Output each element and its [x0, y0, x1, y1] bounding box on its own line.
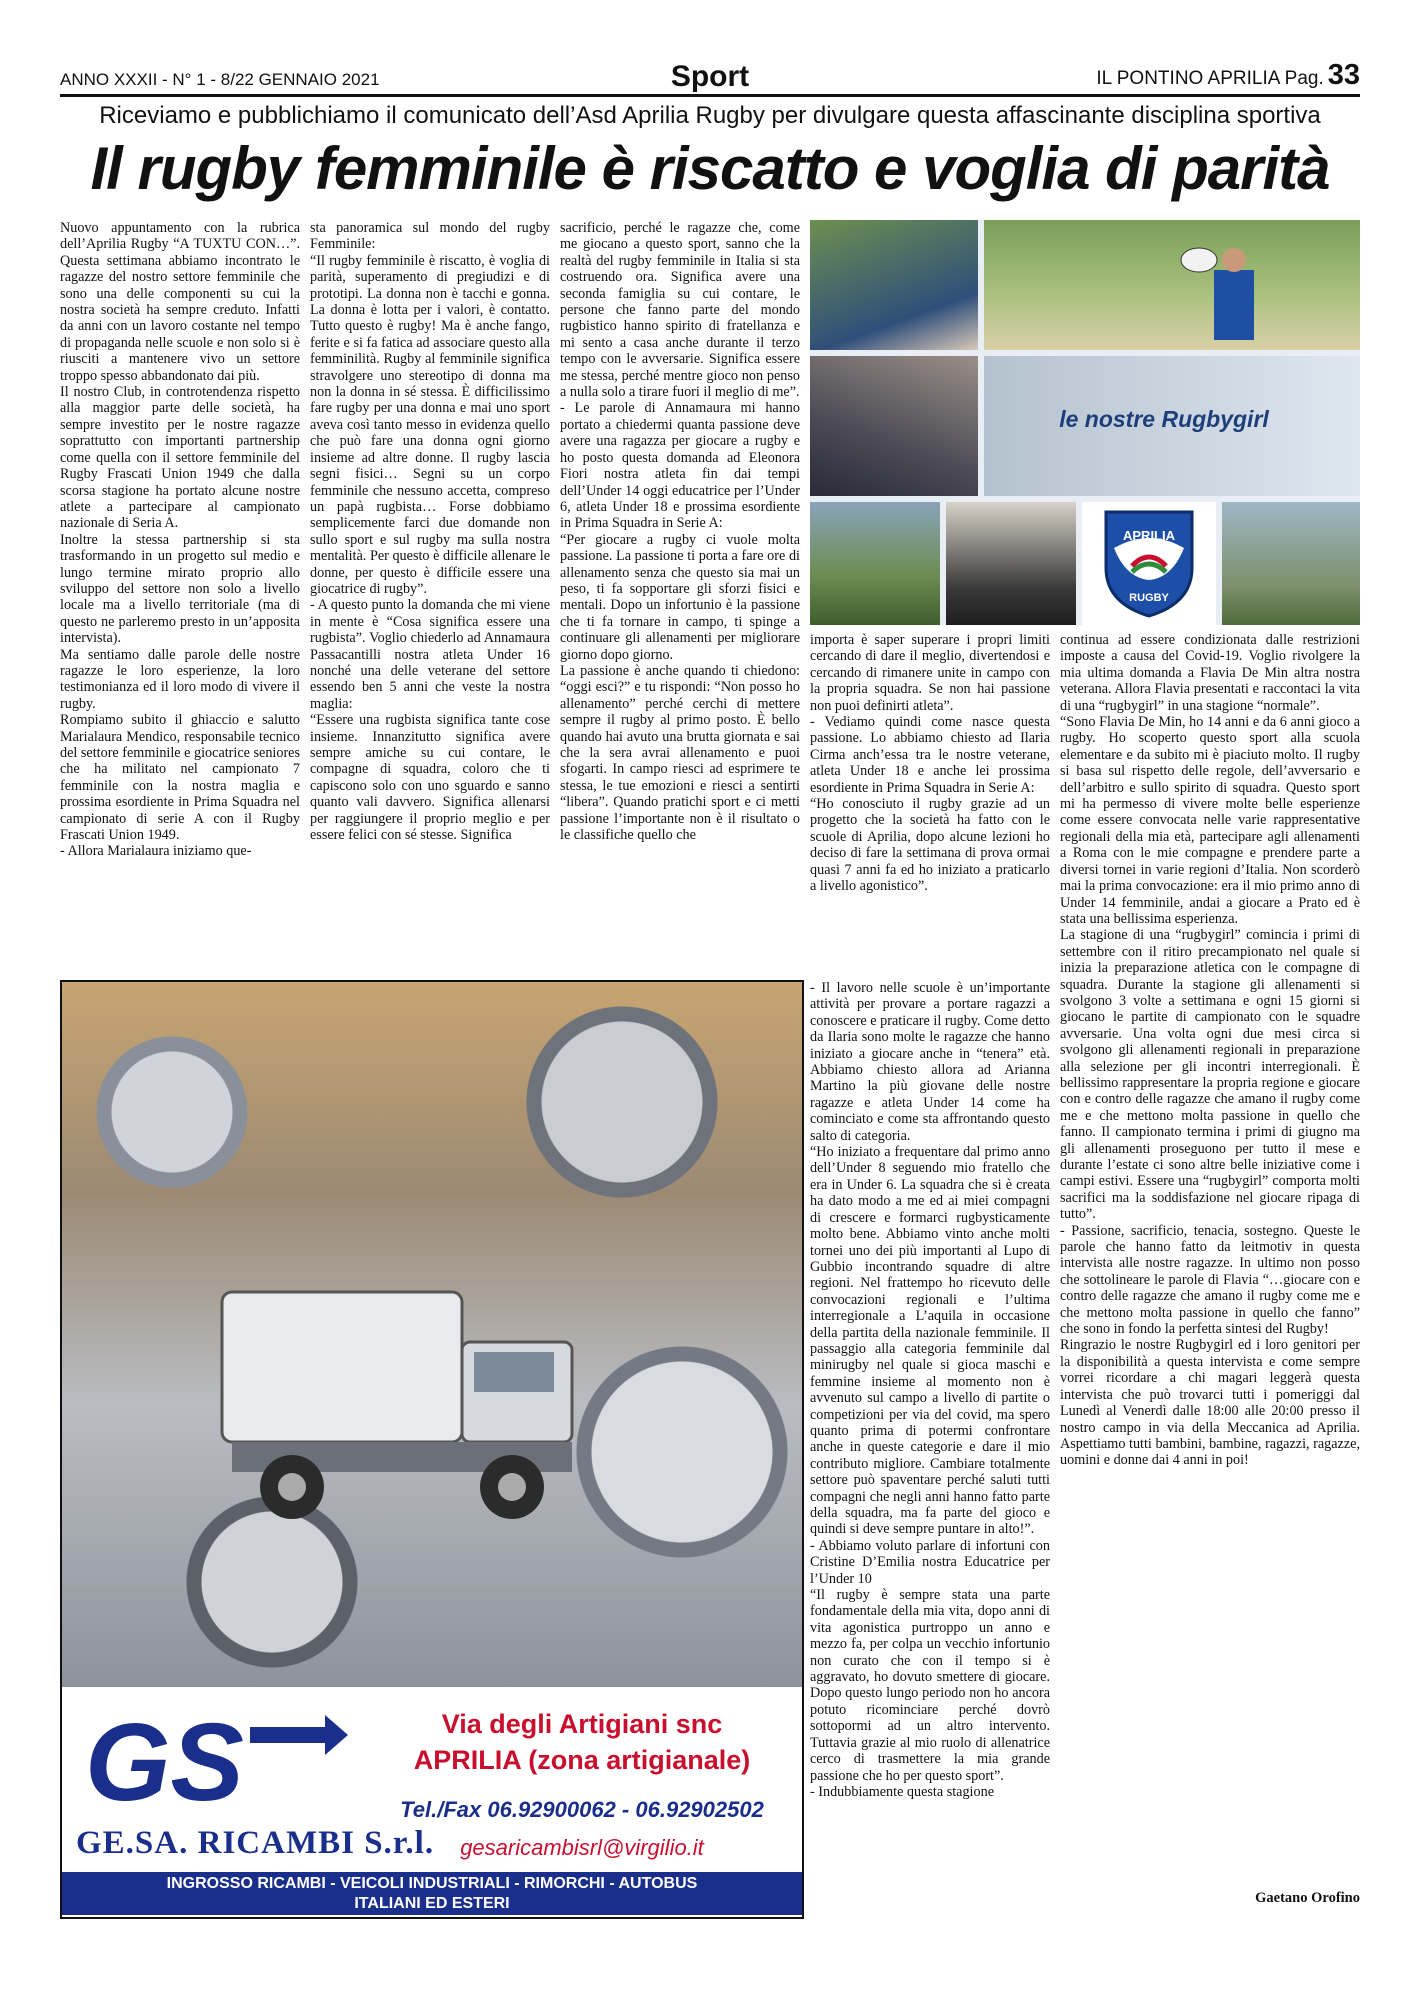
article-column-5: [1060, 632, 1360, 1882]
author-signature: Gaetano Orofino: [1255, 1890, 1360, 1906]
article-column-2: [310, 220, 550, 970]
article-column-4-top: [810, 632, 1050, 970]
ad-email: gesaricambisrl@virgilio.it: [460, 1835, 704, 1860]
photo-coach: [946, 502, 1076, 625]
column-2-text: sta panoramica sul mondo del rugby Femminile: “Il rugby femminile è riscatto, è voglia di parità, superamento di pregiudizi e di prototipi. La donna non è tacchi e gonna. La donna è lotta per i valori, è contatto. Tutto questo è rugby! Ma è anche fango, ferite e si fa fatica ad associare questo alla femminilità. Rugby al femminile significa stravolgere uno stereotipo di donna ma non la donna in sé stessa. È difficilissimo fare rugby per una donna e mai uno sport aveva così tanto messo in evidenza quello che può fare una donna ogni giorno insieme ad altre donne. Il rugby lascia segni fisici… Segni su un corpo femminile che nessuno accetta, compreso un papà rugbista… Forse dobbiamo semplicemente farci due domande non sullo sport e sul rugby ma sulla nostra mentalità. Per questo è difficile allenare le donne, per questo è difficile essere una giocatrice di rugby”. - A questo punto la domanda che mi viene in mente è “Cosa significa essere una rugbista”. Voglio chiederlo ad Annamaura Passacantilli nostra atleta Under 16 nonché una delle veterane del settore essendo ben 5 anni che veste la nostra maglia: “Essere una rugbista significa tante cose insieme. Innanzitutto significa avere sempre amiche su cui contare, le compagne di squadra, coloro che ti capiscono solo con uno sguardo e sanno quanto vali davvero. Significa allenarsi per raggiungere il proprio meglio e per essere felici con sé stesse. Significa: [310, 220, 550, 844]
ad-banner-line-1: INGROSSO RICAMBI - VEICOLI INDUSTRIALI - RIMORCHI - AUTOBUS: [166, 1875, 698, 1892]
advertisement: [60, 980, 804, 1919]
gs-logo-text: GS: [85, 1705, 244, 1815]
photo-player-portrait: [810, 220, 978, 350]
section-title: Sport: [670, 60, 750, 93]
issue-info: ANNO XXXII - N° 1 - 8/22 GENNAIO 2021: [60, 70, 380, 89]
rugby-ball-icon: [984, 220, 1360, 350]
article-column-3: [560, 220, 800, 970]
photo-collage: [810, 220, 1360, 625]
column-1-text: Nuovo appuntamento con la rubrica dell’Aprilia Rugby “A TUXTU CON…”. Questa settimana abbiamo incontrato le ragazze del nostro settore femminile che sono una delle componenti su cui la nostra società ha sempre creduto. Infatti da anni con un lavoro costante nel tempo di propaganda nelle scuole e non solo si è riusciti a mantenere vivo un settore troppo spesso abbandonato dai più. Il nostro Club, in controtendenza rispetto alla maggior parte delle società, ha sempre investito per le nostre ragazze soprattutto con importanti partnership come quella con il settore femminile del Rugby Frascati Union 1949 che dalla scorsa stagione ha portato alcune nostre atlete a partecipare al campionato nazionale di Seria A. Inoltre la stessa partnership si sta trasformando in un progetto sul medio e lungo termine mirato proprio allo sviluppo del settore non solo a livello locale ma a livello territoriale (ma di questo ne parleremo presto in un’apposita intervista). Ma sentiamo dalle parole delle nostre ragazze le loro esperienze, la loro testimonianza ed il loro modo di vivere il rugby. Rompiamo subito il ghiaccio e salutto Marialaura Mendico, responsabile tecnico del settore femminile e giocatrice seniores che ha militato nel campionato 7 femminile con la nostra maglia e prossima esordiente in Prima Squadra nel campionato di serie A con il Rugby Frascati Union 1949. - Allora Marialaura iniziamo que-: [60, 220, 300, 860]
photo-kids-training: [1222, 502, 1360, 625]
column-3-text: sacrificio, perché le ragazze che, come me giocano a questo sport, sanno che la realtà del rugby femminile in Italia si sta costruendo ora. Significa avere una seconda famiglia su cui contare, le persone che fanno parte del mondo rugbistico hanno spirito di fratellanza e mi sento a casa anche durante il terzo tempo con le avversarie. Significa essere me stessa, perché mentre gioco non penso a nulla solo a tirare fuori il meglio di me”. - Le parole di Annamaura mi hanno portato a chiedermi quanta passione deve avere una ragazza per giocare a rugby e ho posto questa domanda ad Eleonora Fiori nostra atleta fin dai tempi dell’Under 14 oggi educatrice per l’Under 6, atleta Under 18 e prossima esordiente in Prima Squadra in Serie A: “Per giocare a rugby ci vuole molta passione. La passione ti porta a fare ore di allenamento senza che questo sia mai un peso, ti fa sopportare gli sforzi fisici e mentali. Dopo un infortunio è la passione che ti fa tornare in campo, ti spinge a continuare gli allenamenti per migliorare giorno dopo giorno. La passione è anche quando ti chiedono: “oggi esci?” e tu rispondi: “Non posso ho allenamento” perché cerchi di mettere sempre il rugby al primo posto. È bello quando hai avuto una brutta giornata e sai che la sera avrai allenamento e puoi sfogarti. In campo riesci ad esprimere te stessa, le tue emozioni e riesci a sentirti “libera”. Quando pratichi sport e ci metti passione l’importante non è il risultato o le classifiche quello che: [560, 220, 800, 844]
photo-match-action: [810, 502, 940, 625]
truck-icon: [212, 1252, 592, 1552]
ad-banner-line-2: ITALIANI ED ESTERI: [354, 1895, 510, 1912]
photo-label: le nostre Rugbygirl: [1059, 406, 1269, 432]
article-column-4: [810, 980, 1050, 1920]
column-4-text: - Il lavoro nelle scuole è un’importante attività per provare a portare ragazzi a conoscere e praticare il rugby. Come detto da Ilaria sono molte le ragazze che hanno iniziato a giocare anche in “tenera” età. Abbiamo chiesto allora ad Arianna Martino la più giovane delle nostre ragazze e atleta Under 14 come ha cominciato e come sta affrontando questo salto di categoria. “Ho iniziato a frequentare dal primo anno dell’Under 8 seguendo mio fratello che era in Under 6. La squadra che si è creata ha dato modo a me ed ai miei compagni di crescere e formarci rugbysticamente molto bene. Abbiamo vinto anche molti tornei uno dei più importanti al Lupo di Gubbio incontrando squadre di altre regioni. Nel frattempo ho ricevuto delle convocazioni regionali e l’ultima interregionale a L’aquila in occasione della partita della nazionale femminile. Il passaggio alla categoria femminile dal minirugby nel quale si gioca maschi e femmine insieme al momento non è avvenuto sul campo a livello di partite o competizioni per via del covid, ma spero quanto prima di potermi confrontare anche in queste categorie e dare il mio contributo migliore. Cambiare totalmente settore può spaventare perché saluti tutti compagni che negli anni hanno fatto parte della squadra, ma fa parte del gioco e quindi si deve sempre puntare in alto!”. - Abbiamo voluto parlare di infortuni con Cristine D’Emilia nostra Educatrice per l’Under 10 “Il rugby è sempre stata una parte fondamentale della mia vita, dopo anni di vita agonistica purtroppo un anno e mezzo fa, per colpa un vecchio infortunio non curato che con il tempo si è aggravato, ho dovuto smettere di giocare. Dopo questo lungo periodo non ho ancora potuto ricominciare perché dovrò sottopormi ad un altro intervento. Tuttavia grazie al mio ruolo di allenatrice cerco di trasmettere la mia grande passione che ho per questo sport”. - Indubbiamente questa stagione: [810, 980, 1050, 1800]
paper-name: [1096, 59, 1360, 92]
article-headline: Il rugby femminile è riscatto e voglia di parità: [90, 135, 1330, 202]
ad-contact-area: [62, 1687, 802, 1915]
page-header: [60, 58, 1360, 97]
ad-address-line-2: APRILIA (zona artigianale): [413, 1745, 751, 1775]
ad-parts-photo: [62, 982, 802, 1687]
photo-caption-panel: [984, 356, 1360, 496]
ad-company-name: GE.SA. RICAMBI S.r.l.: [76, 1825, 435, 1861]
column-4-top-text: importa è saper superare i propri limiti cercando di dare il meglio, divertendosi e cercando di rimanere unite in campo con la propria squadra. Se non hai passione non puoi definirti atleta”. - Vediamo quindi come nasce questa passione. Lo abbiamo chiesto ad Ilaria Cirma anch’essa tra le nostre veterane, atleta Under 18 e anche lei prossima esordiente in Prima Squadra in Serie A: “Ho conosciuto il rugby grazie ad un progetto che la società ha fatto con le scuole di Aprilia, dopo alcune lezioni ho deciso di fare la settimana di prova ormai quasi 7 anni fa ed ho iniziato a praticarlo a livello agonistico”.: [810, 632, 1050, 895]
logo-top-text: APRILIA: [1123, 528, 1175, 543]
photo-player-closeup: [810, 356, 978, 496]
club-logo: [1082, 502, 1216, 625]
photo-player-running: [984, 220, 1360, 350]
article-column-1: [60, 220, 300, 970]
ad-address-line-1: Via degli Artigiani snc: [441, 1709, 723, 1739]
page-number: 33: [1327, 59, 1360, 91]
column-5-text: continua ad essere condizionata dalle restrizioni imposte a causa del Covid-19. Voglio rivolgere la mia ultima domanda a Flavia De Min altra nostra veterana. Allora Flavia presentati e raccontaci la vita di una “rugbygirl” in una stagione “normale”. “Sono Flavia De Min, ho 14 anni e da 6 anni gioco a rugby. Ho scoperto questo sport alla scuola elementare e da subito mi è piaciuto molto. Il rugby si basa sul rispetto delle regole, dell’avversario e dell’arbitro e sullo spirito di squadra. Questo sport mi ha permesso di vivere molte belle esperienze come essere convocata nelle varie rappresentative regionali della mia età, partecipare agli allenamenti a Roma con le mie compagne e prendere parte a diversi tornei in varie regioni d’Italia. Non scorderò mai la prima convocazione: era il mio primo anno di Under 14 femminile, andai a giocare a Prato ed è stata una bellissima esperienza. La stagione di una “rugbygirl” comincia i primi di settembre con il ritiro precampionato nel quale si inizia la preparazione atletica con le compagne di squadra. Durante la stagione gli allenamenti si svolgono 3 volte a settimana e ogni 15 giorni si giocano le partite di campionato con le squadre avversarie. Una volta ogni due mesi circa si svolgono gli allenamenti regionali in preparazione alla selezione per gli incontri interregionali. È bellissimo rappresentare la propria regione e giocare con e contro delle ragazze che amano il rugby come me e che mettono molta passione in quello che fanno. Il campionato termina i primi di giugno ma gli allenamenti proseguono per tutto il mese e durante l’estate ci sono altre belle iniziative come i campi estivi. Essere una “rugbygirl” comporta molti sacrifici ma la soddisfazione nel giocare ripaga di tutto”. - Passione, sacrificio, tenacia, sostegno. Queste le parole che hanno fatto da leitmotiv in questa intervista alle nostre ragazze. In ultimo non posso che sottolineare le parole di Flavia “…giocare con e contro delle ragazze che amano il rugby come me e che mettono molta passione in quello che fanno” che sono in fondo la perfetta sintesi del Rugby! Ringrazio le nostre Rugbygirl ed i loro genitori per la disponibilità a questa intervista e come sempre vorrei ricordare a chi magari leggerà questa intervista che può trovarci tutti i pomeriggi dal Lunedì al Venerdì dalle 18:00 alle 20:00 presso il nostro campo in via della Meccanica ad Aprilia. Aspettiamo tutti bambini, bambine, ragazzi, ragazze, uomini e donne dai 4 anni in poi!: [1060, 632, 1360, 1469]
ad-banner: [62, 1872, 802, 1915]
gs-logo-icon: [80, 1705, 350, 1815]
ad-phone: Tel./Fax 06.92900062 - 06.92902502: [400, 1797, 764, 1822]
logo-bottom-text: RUGBY: [1129, 592, 1169, 604]
paper-name-text: IL PONTINO APRILIA Pag.: [1096, 68, 1324, 89]
article-kicker: Riceviamo e pubblichiamo il comunicato dell’Asd Aprilia Rugby per divulgare questa affascinante disciplina sportiva: [99, 102, 1321, 129]
